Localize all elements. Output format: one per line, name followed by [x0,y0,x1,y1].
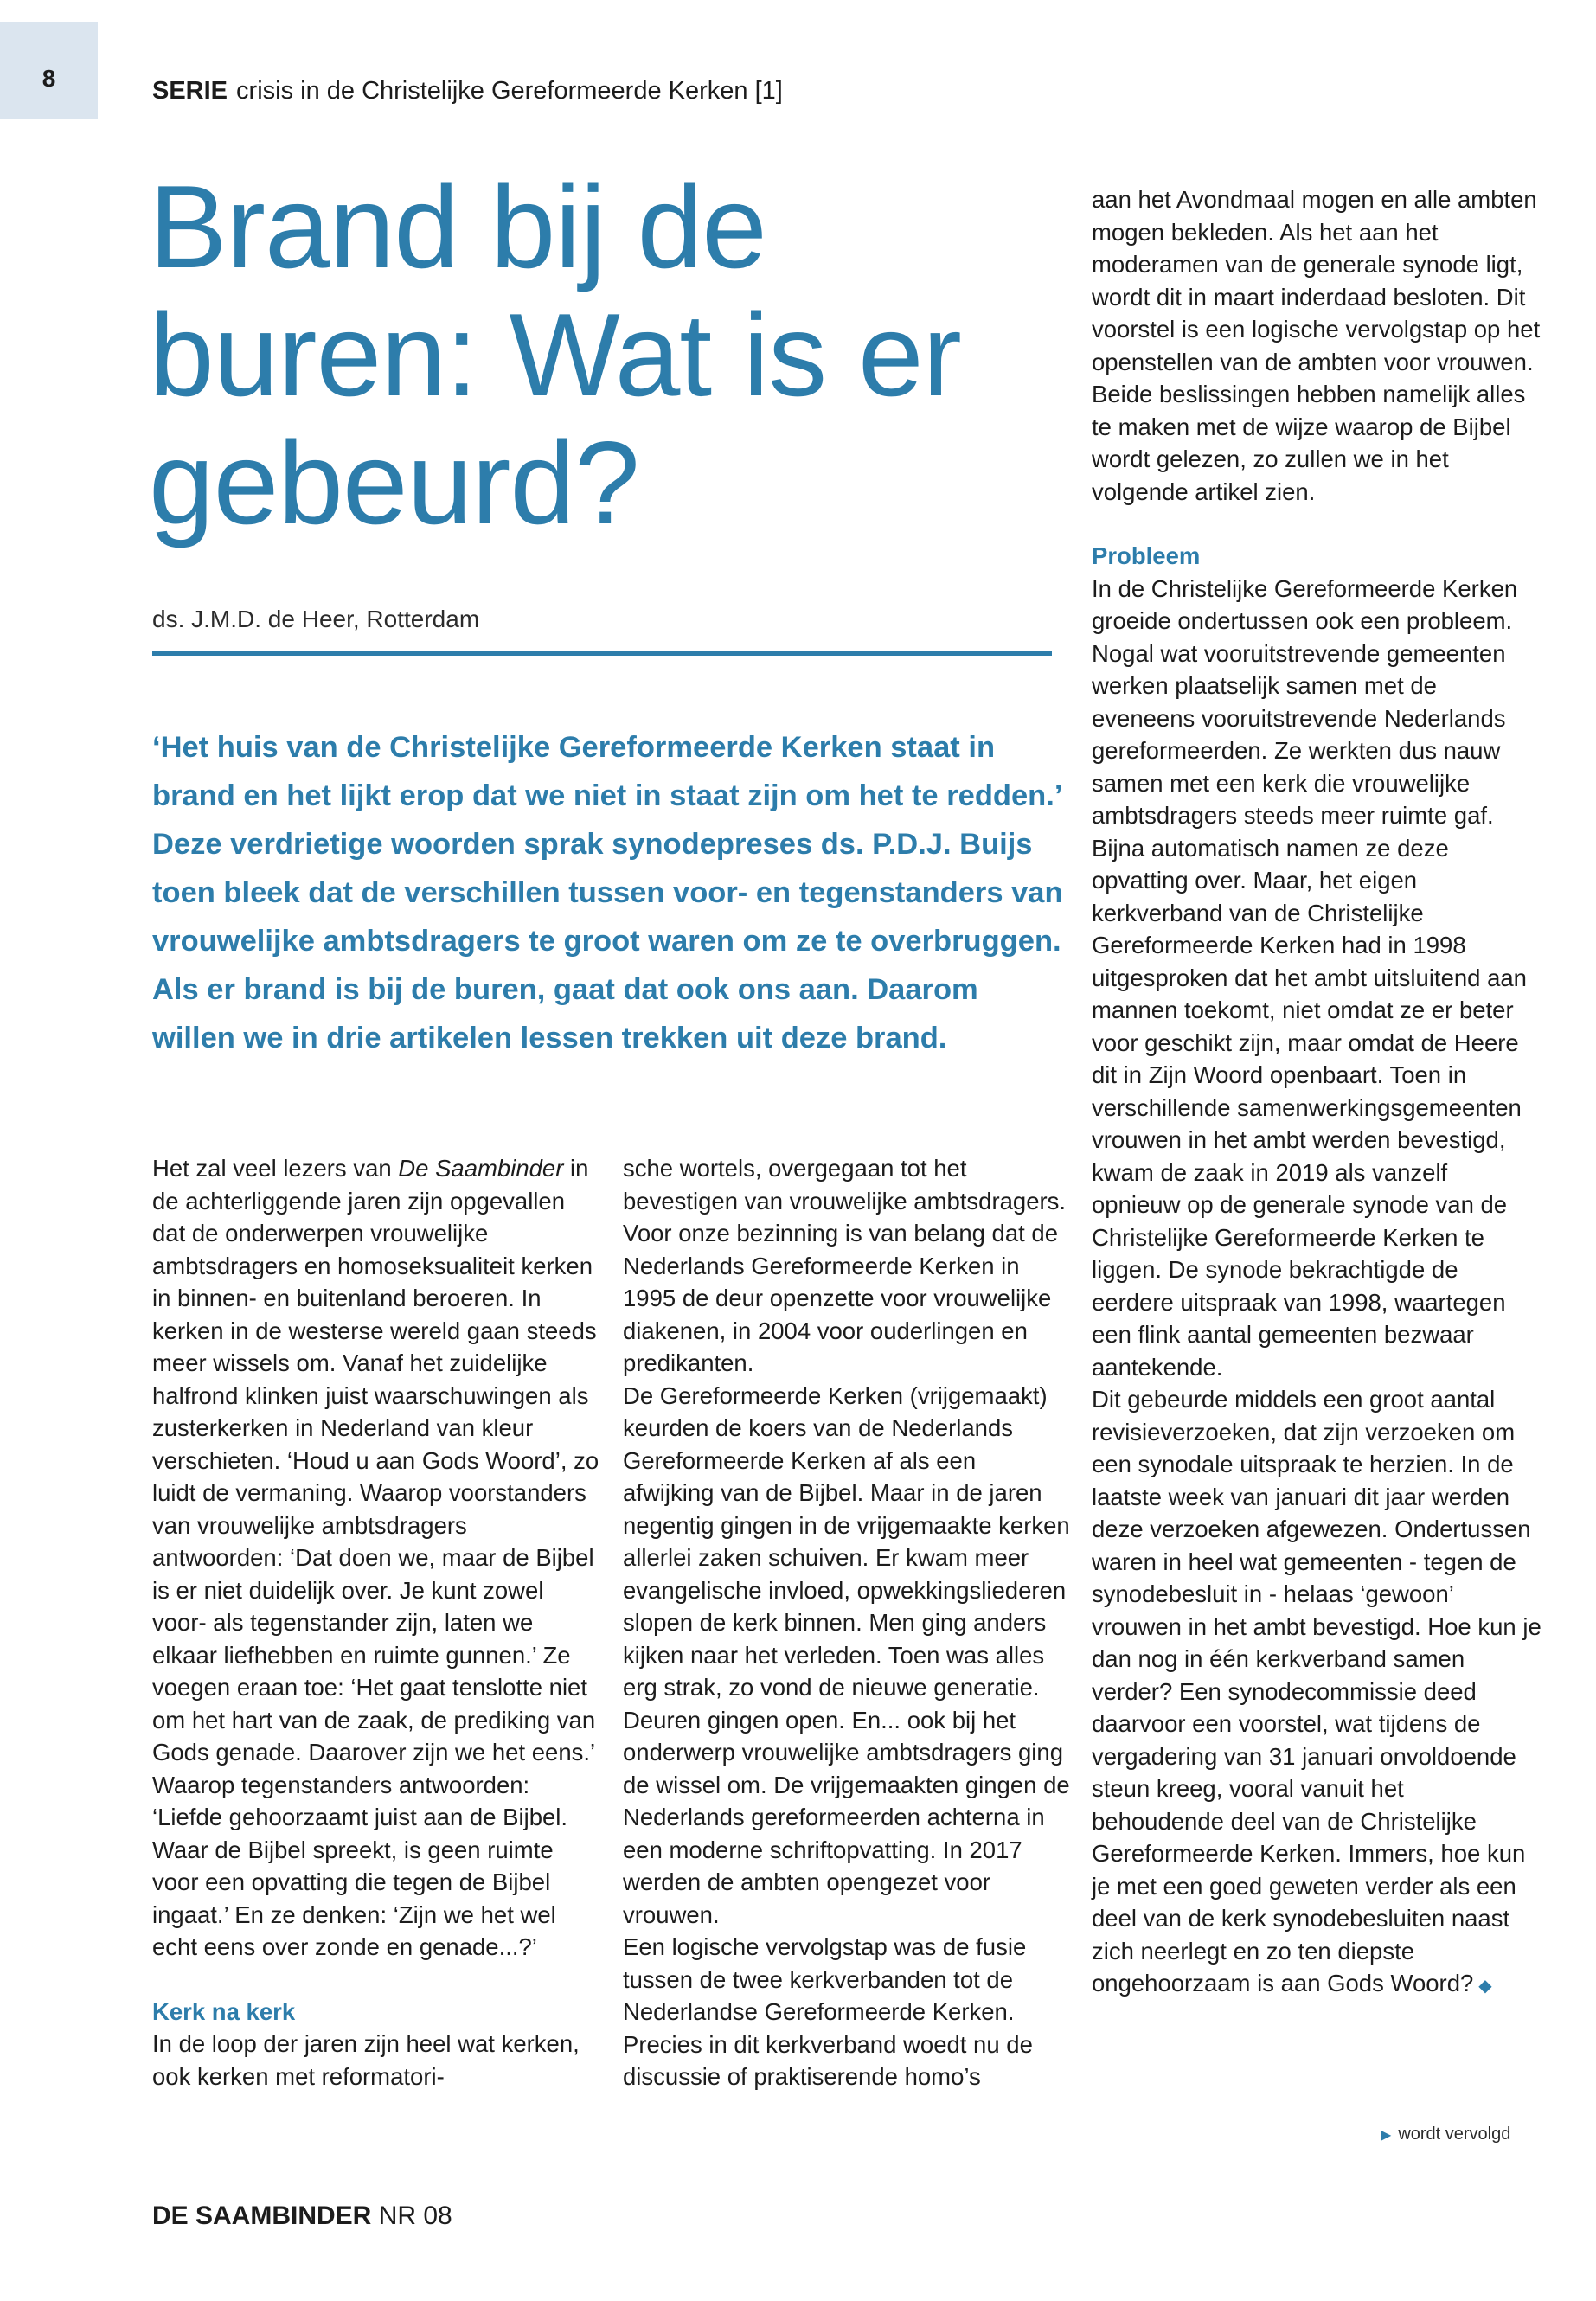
body-paragraph: aan het Avondmaal mogen en alle ambten mogen bekleden. Als het aan het moderamen van de generale synode ligt, wordt dit in maart inderdaad besloten. Dit voorstel is een logische vervolgstap op het openstellen van de ambten voor vrouwen. Beide beslissingen hebben namelijk alles te maken met de wijze waarop de Bijbel wordt gelezen, zo zullen we in het volgende artikel zien. [1092,186,1541,505]
footer-issue: NR 08 [378,2202,452,2230]
subheading-probleem: Probleem [1092,542,1201,569]
body-paragraph: Dit gebeurde middels een groot aantal revisieverzoeken, dat zijn verzoeken om een synodale uitspraak te herzien. In de laatste week van januari dit jaar werden deze verzoeken afgewezen. Ondertussen waren in heel wat gemeenten - tegen de synodebesluit in - helaas ‘gewoon’ vrouwen in het ambt bevestigd. Hoe kun je dan nog in één kerkverband samen verder? Een synodecommissie deed daarvoor een voorstel, wat tijdens de vergadering van 31 januari onvoldoende steun kreeg, vooral vanuit het behoudende deel van de Christelijke Gereformeerde Kerken. Immers, hoe kun je met een goed geweten verder als een deel van de kerk synodebesluiten naast zich neerlegt en zo ten diepste ongehoorzaam is aan Gods Woord? ◆ [1092,1386,1542,1997]
body-column-1 [152,1152,602,2093]
series-header [152,77,783,106]
body-paragraph: Een logische vervolgstap was de fusie tussen de twee kerkverbanden tot de Nederlandse Gereformeerde Kerken. Precies in dit kerkverband woedt nu de discussie of praktiserende homo’s [623,1933,1033,2090]
footer [152,2202,452,2231]
triangle-right-icon: ▶ [1381,2128,1392,2143]
end-diamond-icon: ◆ [1478,1977,1492,1996]
title-divider [152,651,1052,656]
body-paragraph: In de Christelijke Gereformeerde Kerken groeide ondertussen ook een probleem. Nogal wat vooruitstrevende gemeenten werken plaatselijk samen met de eveneens vooruitstrevende Nederlands gereformeerden. Ze werkten dus nauw samen met een kerk die vrouwelijke ambtsdragers steeds meer ruimte gaf. Bijna automatisch namen ze deze opvatting over. Maar, het eigen kerkverband van de Christelijke Gereformeerde Kerken had in 1998 uitgesproken dat het ambt uitsluitend aan mannen toekomt, niet omdat ze er beter voor geschikt zijn, maar omdat de Heere dit in Zijn Woord openbaart. Toen in verschillende samenwerkingsgemeenten vrouwen in het ambt werden bevestigd, kwam de zaak in 2019 als vanzelf opnieuw op de generale synode van de Christelijke Gereformeerde Kerken te liggen. De synode bekrachtigde de eerdere uitspraak van 1998, waartegen een flink aantal gemeenten bezwaar aantekende. [1092,574,1527,1381]
body-paragraph: De Gereformeerde Kerken (vrijgemaakt) keurden de koers van de Nederlands Gereformeerde Kerken af als een afwijking van de Bijbel. Maar in de jaren negentig gingen in de vrijgemaakte kerken allerlei zaken schuiven. Er kwam meer evangelische invloed, opwekkingsliederen slopen de kerk binnen. Men ging anders kijken naar het verleden. Toen was alles erg strak, zo vond de nieuwe generatie. Deuren gingen open. En... ook bij het onderwerp vrouwelijke ambtsdragers ging de wissel om. De vrijgemaakten gingen de Nederlands gereformeerden achterna in een moderne schriftopvatting. In 2017 werden de ambten opengezet voor vrouwen. [623,1381,1070,1928]
page-number: 8 [42,65,56,92]
subheading-kerk-na-kerk: Kerk na kerk [152,1997,296,2025]
series-label: SERIE [152,77,228,105]
footer-magazine-name: DE SAAMBINDER [152,2202,372,2230]
magazine-name-italic: De Saambinder [398,1155,564,1182]
body-paragraph: Het zal veel lezers van De Saambinder in de achterliggende jaren zijn opgevallen dat de onderwerpen vrouwelijke ambtsdragers en homoseksualiteit kerken in binnen- en buitenland beroeren. In kerken in de westerse wereld gaan steeds meer wissels om. Vanaf het zuidelijke halfrond klinken juist waarschuwingen als zusterkerken in Nederland van kleur verschieten. ‘Houd u aan Gods Woord’, zo luidt de vermaning. Waarop voorstanders van vrouwelijke ambtsdragers antwoorden: ‘Dat doen we, maar de Bijbel is er niet duidelijk over. Je kunt zowel voor- als tegenstander zijn, laten we elkaar liefhebben en ruimte gunnen.’ Ze voegen eraan toe: ‘Het gaat tenslotte niet om het hart van de zaak, de prediking van Gods genade. Daarover zijn we het eens.’ Waarop tegenstanders antwoorden: ‘Liefde gehoorzaamt juist aan de Bijbel. Waar de Bijbel spreekt, is geen ruimte voor een opvatting die tegen de Bijbel ingaat.’ En ze denken: ‘Zijn we het wel echt eens over zonde en genade...?’ [152,1155,599,1960]
body-column-3 [1092,183,1542,2003]
continued-note [1381,2125,1510,2144]
article-title: Brand bij de buren: Wat is er gebeurd? [149,161,961,548]
body-paragraph: sche wortels, overgegaan tot het bevestigen van vrouwelijke ambtsdragers. Voor onze bezinning is van belang dat de Nederlands Gereformeerde Kerken in 1995 de deur openzette voor vrouwelijke diakenen, in 2004 voor ouderlingen en predikanten. [623,1155,1067,1376]
body-column-2 [623,1152,1073,2093]
article-lead: ‘Het huis van de Christelijke Gereformeerde Kerken staat in brand en het lijkt erop dat we niet in staat zijn om het te redden.’ Deze verdrietige woorden sprak synodepreses ds. P.D.J. Buijs toen bleek dat de verschillen tussen voor- en tegenstanders van vrouwelijke ambtsdragers te groot waren om ze te overbruggen. Als er brand is bij de buren, gaat dat ook ons aan. Daarom willen we in drie artikelen lessen trekken uit deze brand. [152,731,1063,1054]
body-paragraph: In de loop der jaren zijn heel wat kerken, ook kerken met reformatori- [152,2030,580,2090]
series-title: crisis in de Christelijke Gereformeerde Kerken [1] [236,77,783,105]
article-byline: ds. J.M.D. de Heer, Rotterdam [152,606,480,632]
continued-text: wordt vervolgd [1398,2125,1511,2144]
